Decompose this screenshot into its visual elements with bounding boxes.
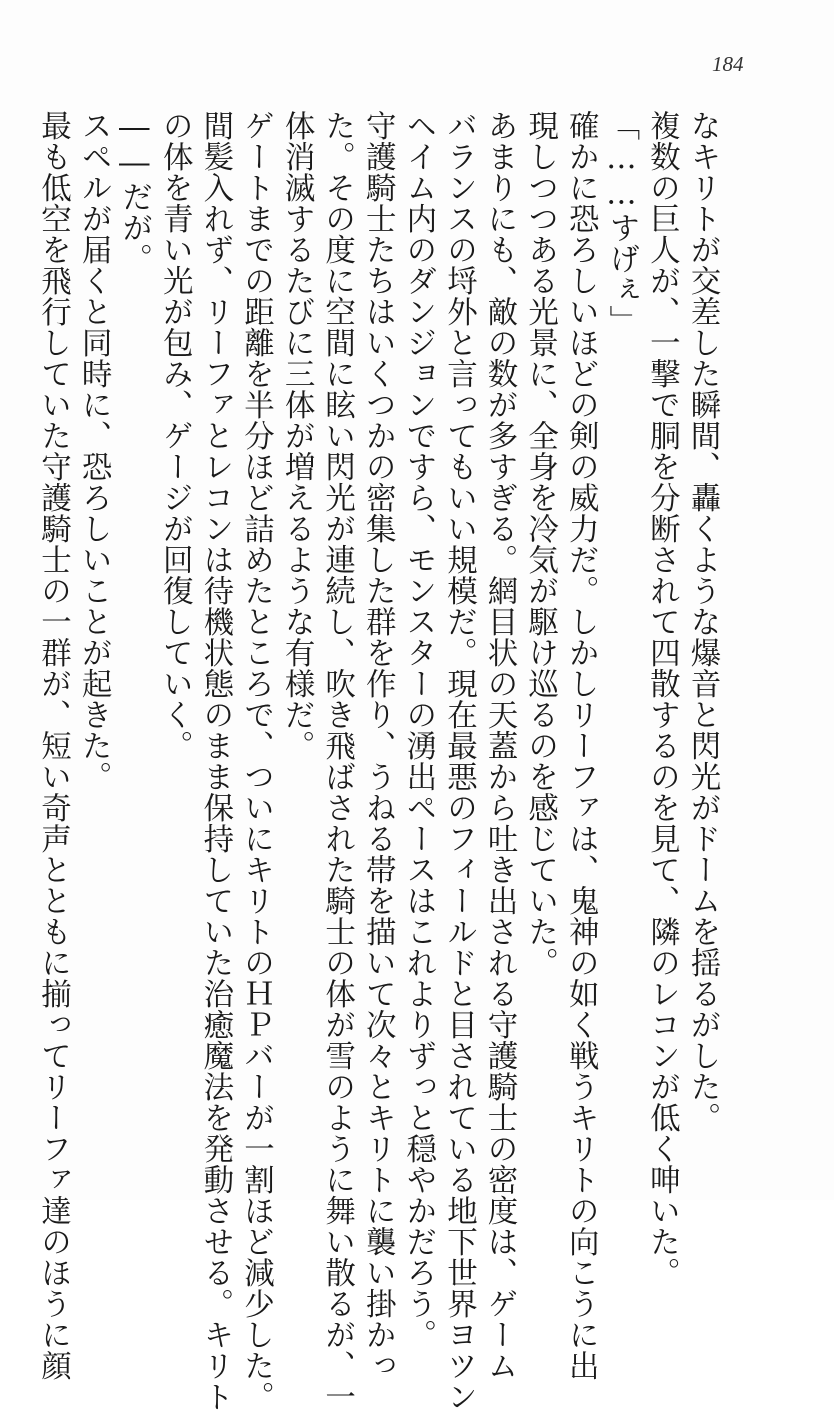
body-line: 最も低空を飛行していた守護騎士の一群が、短い奇声とともに揃ってリーファ達のほうに顔: [35, 110, 71, 1381]
body-line: 確かに恐ろしいほどの剣の威力だ。しかしリーファは、鬼神の如く戦うキリトの向こうに出: [563, 110, 599, 1381]
body-line: ――だが。: [116, 110, 152, 274]
body-line: 複数の巨人が、一撃で胴を分断されて四散するのを見て、隣のレコンが低く呻いた。: [644, 110, 680, 1288]
body-line: の体を青い光が包み、ゲージが回復していく。: [157, 110, 193, 761]
page-number: 184: [712, 52, 744, 76]
body-line: 守護騎士たちはいくつかの密集した群を作り、うねる帯を描いて次々とキリトに襲い掛かっ: [360, 110, 396, 1381]
body-line: た。その度に空間に眩い閃光が連続し、吹き飛ばされた騎士の体が雪のように舞い散るが、一: [319, 110, 355, 1412]
body-line: 「……すげぇ」: [603, 110, 639, 336]
body-line: ヘイム内のダンジョンですら、モンスターの湧出ペースはこれよりずっと穏やかだろう。: [400, 110, 436, 1350]
body-line: ゲートまでの距離を半分ほど詰めたところで、ついにキリトのＨＰバーが一割ほど減少した。: [238, 110, 274, 1412]
body-line: なキリトが交差した瞬間、轟くような爆音と閃光がドームを揺るがした。: [685, 110, 720, 1133]
body-line: あまりにも、敵の数が多すぎる。網目状の天蓋から吐き出される守護騎士の密度は、ゲーム: [482, 110, 518, 1381]
novel-body-text: [32, 110, 722, 1412]
body-line: スペルが届くと同時に、恐ろしいことが起きた。: [76, 110, 112, 792]
body-line: 体消滅するたびに三体が増えるような有様だ。: [279, 110, 315, 761]
body-line: 現しつつある光景に、全身を冷気が駆け巡るのを感じていた。: [522, 110, 558, 978]
body-line: バランスの埒外と言ってもいい規模だ。現在最悪のフィールドと目されている地下世界ヨツン: [441, 110, 477, 1412]
body-line: 間髪入れず、リーファとレコンは待機状態のまま保持していた治癒魔法を発動させる。キリト: [197, 110, 233, 1412]
